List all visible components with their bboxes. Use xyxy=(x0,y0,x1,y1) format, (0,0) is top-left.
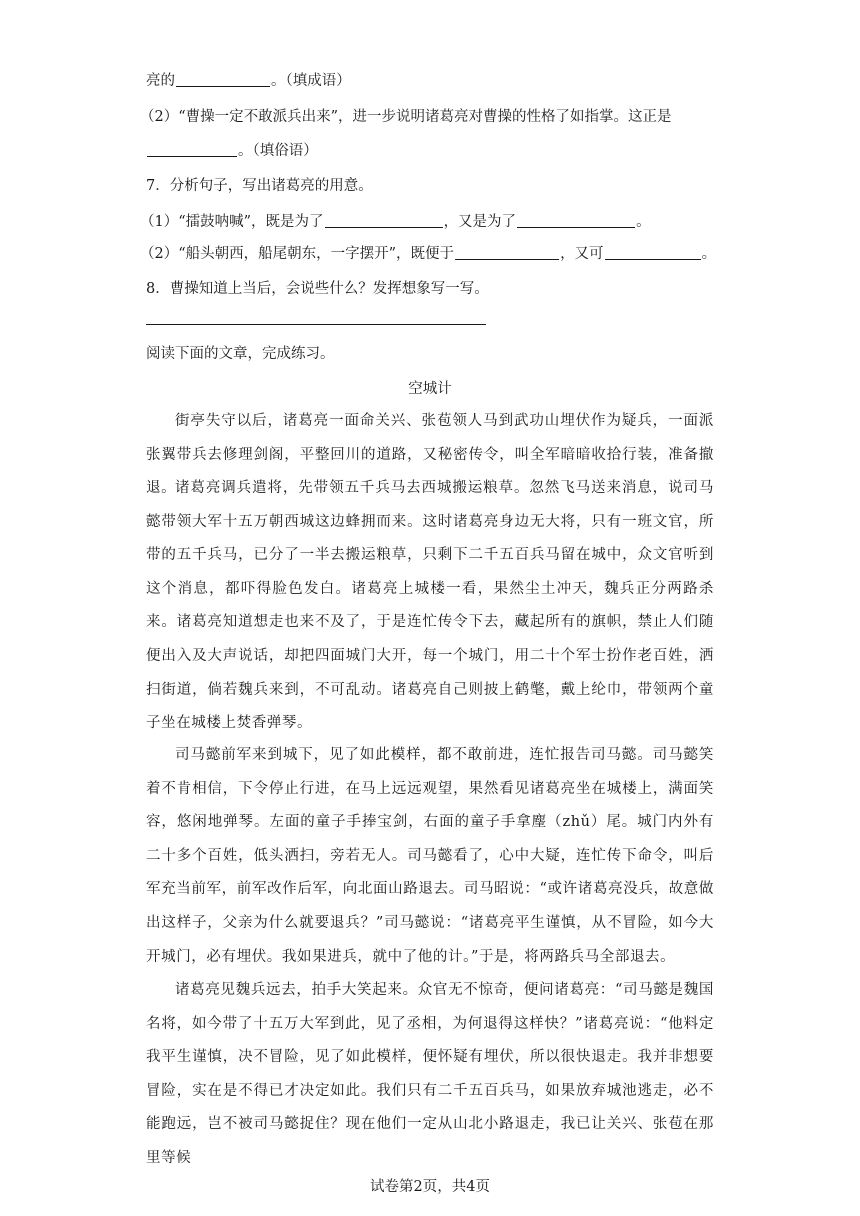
q7-sub1 xyxy=(140,212,651,232)
reading-instruction: 阅读下面的文章，完成练习。 xyxy=(146,346,335,362)
answer-blank[interactable] xyxy=(605,245,701,260)
answer-blank[interactable] xyxy=(176,72,270,87)
article-paragraph-2: 诸葛亮调兵遣将，先带领五千兵马去西城搬运粮草。忽然飞马送来消息，说司马懿带领大军十五万朝西城这边蜂拥而来。这时诸葛亮身边无大将，只有一班文官，所带的五千兵马，已分了一半去搬运粮草，只剩下二千五百兵马留在城中，众文官听到这个消息，都吓得脸色发白。诸葛亮上城楼一看，果然尘土冲天，魏兵正分两路杀来。诸葛亮知道想走也来不及了，于是连忙传令下去，藏起所有的旗帜，禁止人们随便出入及大声说话，却把四面城门大开，每一个城门，用二十个军士扮作老百姓，洒扫街道，倘若魏兵来到，不可乱动。诸葛亮自己则披上鹤氅，戴上纶巾，带领两个童子坐在城楼上焚香弹琴。 xyxy=(146,480,714,732)
article-paragraph-4: 诸葛亮见魏兵远去，拍手大笑起来。众官无不惊奇，便问诸葛亮：“司马懿是魏国名将，如今带了十五万大军到此，见了丞相，为何退得这样快？”诸葛亮说：“他料定我平生谨慎，决不冒险，见了如此模样，便怀疑有埋伏，所以很快退走。我并非想要冒险，实在是不得已才决定如此。我们只有二千五百兵马，如果放弃城池逃走，必不能跑远，岂不被司马懿捉住？现在他们一定从山北小路退走，我已让关兴、张苞在那里等候 xyxy=(146,982,714,1166)
q7-sub2-middle: ，又可 xyxy=(560,246,604,262)
q6-prefix: 亮的 xyxy=(146,73,175,89)
answer-blank[interactable] xyxy=(147,142,237,157)
q6-sub2-line2 xyxy=(146,141,318,161)
q7-sub1-suffix: 。 xyxy=(636,214,651,230)
q7-label: 7．分析句子，写出诸葛亮的用意。 xyxy=(146,178,373,194)
q7-sub2-suffix: 。 xyxy=(701,246,717,262)
answer-blank[interactable] xyxy=(517,213,635,228)
answer-blank[interactable] xyxy=(455,245,559,260)
q6-sub2-line1: （2）“曹操一定不敢派兵出来”，进一步说明诸葛亮对曹操的性格了如指掌。这正是 xyxy=(140,109,672,125)
q6-suffix: 。（填成语） xyxy=(271,73,351,89)
q7-sub2-prefix: （2）“船头朝西，船尾朝东，一字摆开”，既便于 xyxy=(140,246,455,262)
q8-label: 8．曹操知道上当后，会说些什么？发挥想象写一写。 xyxy=(146,281,489,297)
article-paragraph-1: 街亭失守以后，诸葛亮一面命关兴、张苞领人马到武功山埋伏作为疑兵，一面派张翼带兵去修理剑阁，平整回川的道路，又秘密传令，叫全军暗暗收拾行装，准备撤退。 xyxy=(146,413,714,497)
answer-blank[interactable] xyxy=(325,213,443,228)
q8-answer-line[interactable] xyxy=(146,324,486,325)
q7-sub1-prefix: （1）“擂鼓呐喊”，既是为了 xyxy=(140,214,324,230)
page-footer: 试卷第2页，共4页 xyxy=(370,1179,490,1195)
q7-sub2 xyxy=(140,244,716,264)
article-title: 空城计 xyxy=(408,381,452,397)
article-paragraph-3: 司马懿前军来到城下，见了如此模样，都不敢前进，连忙报告司马懿。司马懿笑着不肯相信，下令停止行进，在马上远远观望，果然看见诸葛亮坐在城楼上，满面笑容，悠闲地弹琴。左面的童子手捧宝剑，右面的童子手拿麈（zhǔ）尾。城门内外有二十多个百姓，低头洒扫，旁若无人。司马懿看了，心中大疑，连忙传下命令，叫后军充当前军，前军改作后军，向北面山路退去。司马昭说：“或许诸葛亮没兵，故意做出这样子，父亲为什么就要退兵？”司马懿说：“诸葛亮平生谨慎，从不冒险，如今大开城门，必有埋伏。我如果进兵，就中了他的计。”于是，将两路兵马全部退去。 xyxy=(146,747,714,965)
q6-sub2-suffix: 。（填俗语） xyxy=(238,143,318,159)
q7-sub1-middle: ，又是为了 xyxy=(443,214,517,230)
q6-continuation xyxy=(146,71,351,91)
